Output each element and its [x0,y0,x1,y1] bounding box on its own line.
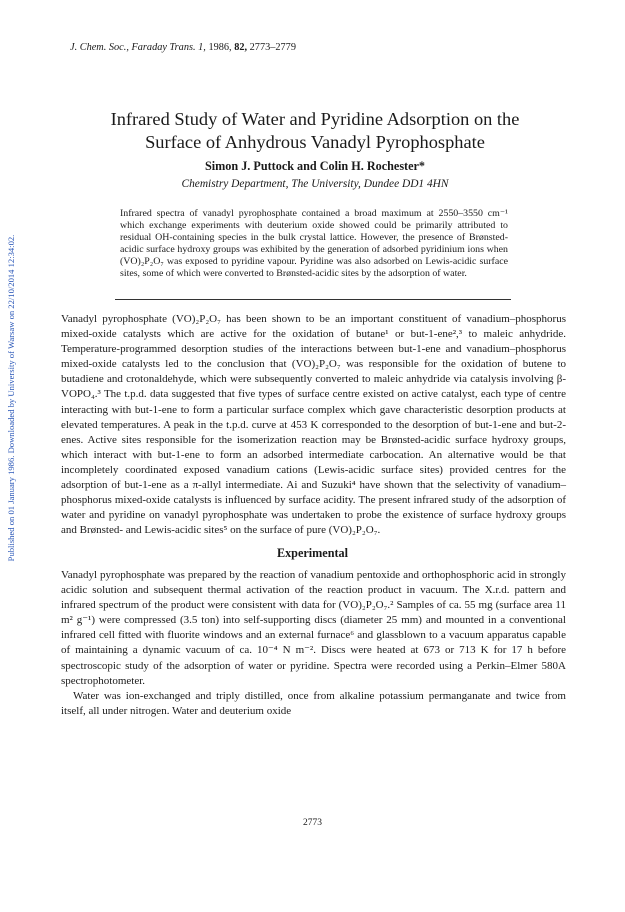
download-watermark-text: Published on 01 January 1986. Downloaded by University of Warsaw on 22/10/2014 12:34:02. [6,234,16,562]
experimental-paragraph-1: Vanadyl pyrophosphate was prepared by the reaction of vanadium pentoxide and orthophosphoric acid in strongly acidic solution and subsequent thermal activation of the reaction product in vacuum. The X.r.d. pattern and infrared spectrum of the product were consistent with data for (VO)₂P₂O₇.² Samples of ca. 55 mg (surface area 11 m² g⁻¹) were compressed (3.5 ton) into self-supporting discs (diameter 25 mm) and mounted in a conventional infrared cell fitted with fluorite windows and an external furnace⁶ and glassblown to a vacuum apparatus capable of maintaining a dynamic vacuum of ca. 10⁻⁴ N m⁻². Discs were heated at 673 or 713 K for 17 h before spectroscopic study of the adsorption of water or pyridine. Spectra were recorded using a Perkin–Elmer 580A spectrophotometer. [61,569,566,687]
download-watermark [3,118,19,678]
author-list: Simon J. Puttock and Colin H. Rochester* [204,159,426,173]
experimental-paragraph-2: Water was ion-exchanged and triply distilled, once from alkaline potassium permanganate and twice from itself, all under nitrogen. Water and deuterium oxide [61,689,566,717]
paper-title [60,108,570,154]
journal-pages: 2773–2779 [249,42,296,53]
page-number: 2773 [303,818,322,828]
journal-year: 1986, [208,42,232,53]
experimental-section [61,568,566,719]
introduction-paragraph: Vanadyl pyrophosphate (VO)₂P₂O₇ has been shown to be an important constituent of vanadium–phosphorus mixed-oxide catalysts which are active for the oxidation of butane¹ or but-1-ene²,³ to maleic anhydride. Temperature-programmed desorption studies of the interactions between but-1-ene and vanadium–phosphorus mixed-oxide catalysts led to the conclusion that (VO)₂P₂O₇ was responsible for the oxidation of butene to butadiene and crotonaldehyde, which were subsequently converted to maleic anhydride via catalysis involving β-VOPO₄.³ The t.p.d. data suggested that five types of surface centre existed on active catalyst, each type of centre interacting with but-1-ene to form a particular surface complex which gave characteristic desorption products at elevated temperatures. A peak in the t.p.d. curve at 453 K corresponded to the desorption of but-1-ene and but-2-enes. Active sites responsible for the isomerization reaction may be Brønsted-acidic surface hydroxy groups, which interact with but-1-ene to form an adsorbed intermediate carbocation. An alternative would be that incompletely coordinated exposed vanadium cations (Lewis-acidic surface sites) provided centres for the adsorption of but-1-ene as a π-allyl intermediate. Ai and Suzuki⁴ have shown that the selectivity of vanadium–phosphorus mixed-oxide catalysts is influenced by surface acidity. The present infrared study of the adsorption of water and pyridine on vanadyl pyrophosphate was undertaken to probe the existence of surface hydroxy groups and Brønsted- and Lewis-acidic sites⁵ on the surface of pure (VO)₂P₂O₇. [61,313,566,537]
introduction-section [61,312,566,538]
experimental-heading: Experimental [276,546,349,560]
paper-title-line-1: Infrared Study of Water and Pyridine Adsorption on the [110,109,520,129]
affiliation: Chemistry Department, The University, Dundee DD1 4HN [181,178,449,190]
abstract: Infrared spectra of vanadyl pyrophosphate contained a broad maximum at 2550–3550 cm⁻¹ which exchange experiments with deuterium oxide showed could be primarily attributed to residual OH-containing species in the bulk crystal lattice. However, the presence of Brønsted-acidic surface hydroxy groups was exhibited by the generation of adsorbed pyridinium ions when (VO)₂P₂O₇ was exposed to pyridine vapour. Pyridine was also adsorbed on Lewis-acidic surface sites, some of which were converted to Brønsted-acidic sites by the adsorption of water. [120,208,508,279]
journal-citation [70,42,296,53]
abstract-divider [115,299,511,300]
journal-name: J. Chem. Soc., Faraday Trans. 1, [70,42,206,53]
journal-volume: 82, [234,42,248,53]
paper-title-line-2: Surface of Anhydrous Vanadyl Pyrophosphate [145,132,485,152]
